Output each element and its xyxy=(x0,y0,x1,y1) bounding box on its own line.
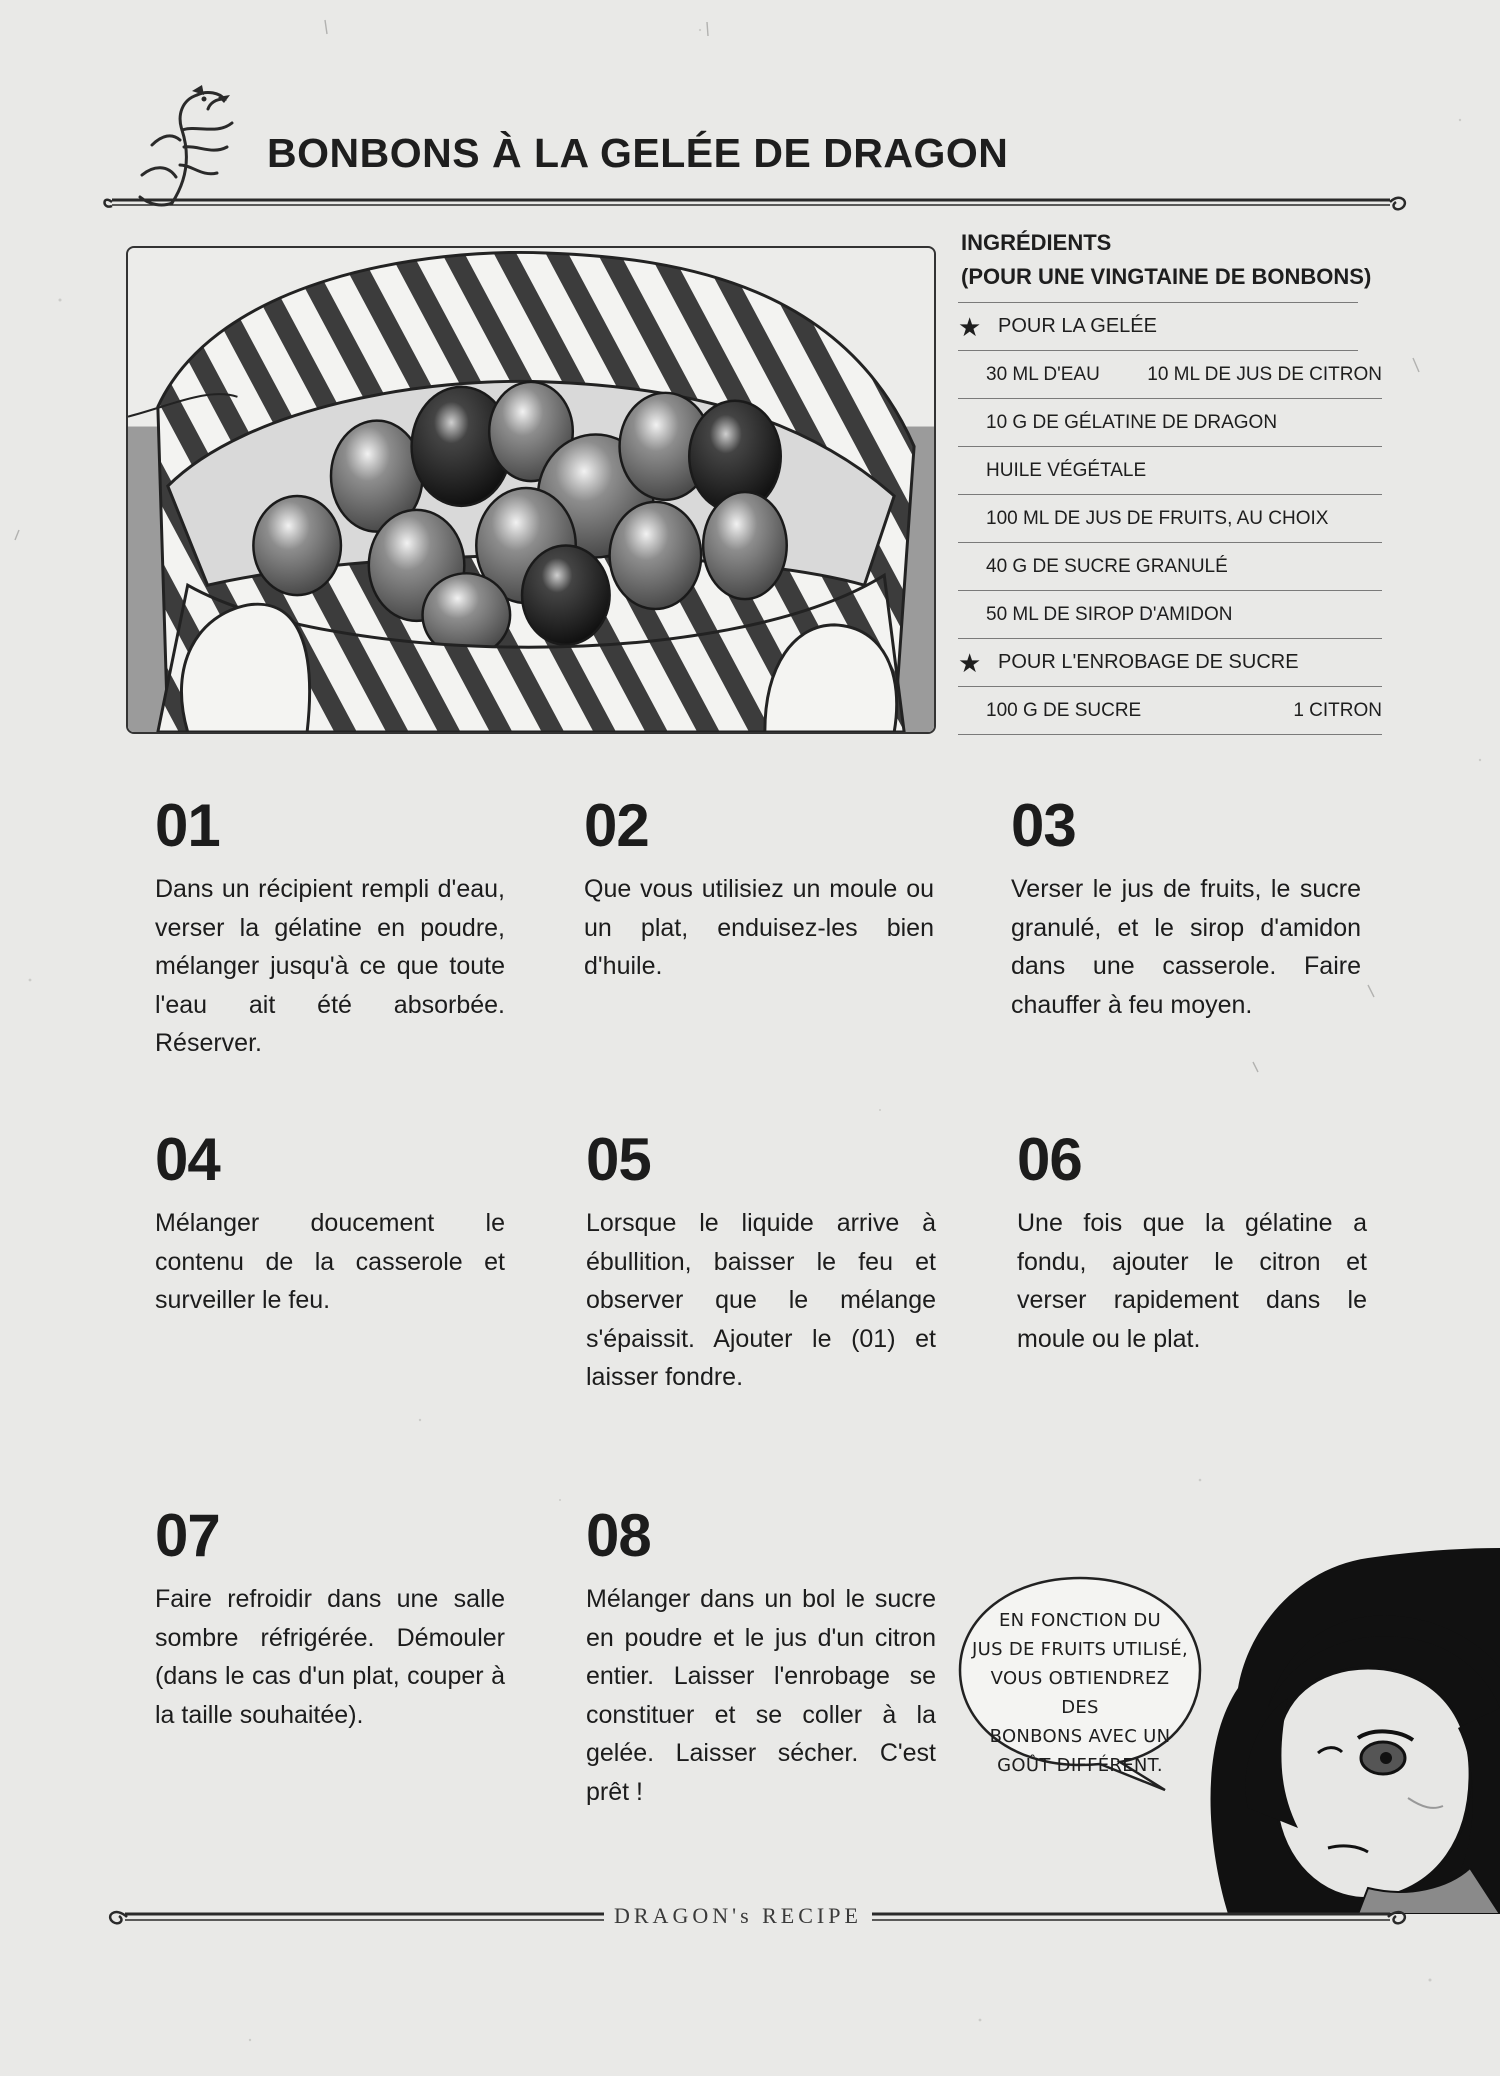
ingredient-row xyxy=(958,399,1382,447)
step-text: Que vous utilisiez un moule ou un plat, enduisez-les bien d'huile. xyxy=(584,875,934,980)
ingredients-panel xyxy=(958,226,1382,735)
ingredient-item: 100 ML DE JUS DE FRUITS, AU CHOIX xyxy=(986,507,1329,529)
bubble-line: GOÛT DIFFÉRENT. xyxy=(997,1755,1163,1776)
step-03 xyxy=(1011,792,1361,1024)
ingredient-item: 10 G DE GÉLATINE DE DRAGON xyxy=(986,411,1278,433)
step-number: 06 xyxy=(1017,1126,1082,1193)
ingredients-yield: (POUR UNE VINGTAINE DE BONBONS) xyxy=(961,264,1372,289)
step-02 xyxy=(584,792,934,986)
step-number: 05 xyxy=(586,1126,651,1193)
ingredient-item: HUILE VÉGÉTALE xyxy=(986,459,1147,481)
step-number: 07 xyxy=(155,1502,220,1569)
ingredient-row xyxy=(958,495,1382,543)
step-01 xyxy=(155,792,505,1063)
step-text: Mélanger doucement le contenu de la casserole et surveiller le feu. xyxy=(155,1209,505,1314)
footer-label: DRAGON's RECIPE xyxy=(604,1903,872,1929)
step-07 xyxy=(155,1502,505,1734)
step-text: Dans un récipient rempli d'eau, verser la gélatine en poudre, mélanger jusqu'à ce que toute l'eau ait été absorbée. Réserver. xyxy=(155,875,505,1057)
step-text: Mélanger dans un bol le sucre en poudre et le jus d'un citron entier. Laisser l'enrobage se constituer et se coller à la gelée. Laisser sécher. C'est prêt ! xyxy=(586,1585,936,1806)
bubble-line: VOUS OBTIENDREZ DES xyxy=(990,1668,1170,1718)
bubble-line: JUS DE FRUITS UTILISÉ, xyxy=(971,1639,1188,1660)
ingredient-item: 100 G DE SUCRE xyxy=(986,699,1142,721)
candy-bag-illustration xyxy=(126,246,936,734)
bubble-line: EN FONCTION DU xyxy=(998,1610,1161,1631)
ingredient-item: 1 CITRON xyxy=(1293,699,1382,721)
ingredient-row xyxy=(958,447,1382,495)
ingredients-heading: INGRÉDIENTS xyxy=(961,230,1112,255)
star-icon: ★ xyxy=(958,311,982,342)
step-06 xyxy=(1017,1126,1367,1358)
ingredient-item: 50 ML DE SIROP D'AMIDON xyxy=(986,603,1233,625)
ingredient-row xyxy=(958,591,1382,639)
character-portrait xyxy=(1208,1548,1500,1914)
ingredient-item: 30 ML D'EAU xyxy=(986,363,1100,385)
step-number: 04 xyxy=(155,1126,220,1193)
ingredient-row xyxy=(958,687,1382,735)
step-text: Lorsque le liquide arrive à ébullition, baisser le feu et observer que le mélange s'épaissit. Ajouter le (01) et laisser fondre. xyxy=(586,1209,936,1391)
step-number: 08 xyxy=(586,1502,651,1569)
step-08 xyxy=(586,1502,936,1811)
ingredient-item: 10 ML DE JUS DE CITRON xyxy=(1147,363,1382,385)
header-divider xyxy=(100,188,1410,218)
step-text: Une fois que la gélatine a fondu, ajouter le citron et verser rapidement dans le moule ou le plat. xyxy=(1017,1209,1367,1353)
step-number: 03 xyxy=(1011,792,1076,859)
page-title: BONBONS À LA GELÉE DE DRAGON xyxy=(267,130,1009,176)
step-05 xyxy=(586,1126,936,1397)
step-04 xyxy=(155,1126,505,1320)
ingredient-section-enrobage xyxy=(958,639,1382,687)
speech-bubble xyxy=(950,1568,1210,1796)
ingredient-row xyxy=(958,351,1382,399)
step-number: 02 xyxy=(584,792,649,859)
ingredient-section-label: POUR L'ENROBAGE DE SUCRE xyxy=(998,651,1299,673)
step-text: Faire refroidir dans une salle sombre réfrigérée. Démouler (dans le cas d'un plat, couper à la taille souhaitée). xyxy=(155,1585,505,1729)
ingredient-item: 40 G DE SUCRE GRANULÉ xyxy=(986,555,1228,577)
ingredient-section-label: POUR LA GELÉE xyxy=(998,315,1157,337)
star-icon: ★ xyxy=(958,647,982,678)
ingredient-row xyxy=(958,543,1382,591)
ingredient-section-gelee xyxy=(958,303,1358,351)
bubble-line: BONBONS AVEC UN xyxy=(989,1726,1171,1747)
step-text: Verser le jus de fruits, le sucre granulé, et le sirop d'amidon dans une casserole. Faire chauffer à feu moyen. xyxy=(1011,875,1361,1019)
bubble-text xyxy=(970,1606,1190,1780)
step-number: 01 xyxy=(155,792,220,859)
